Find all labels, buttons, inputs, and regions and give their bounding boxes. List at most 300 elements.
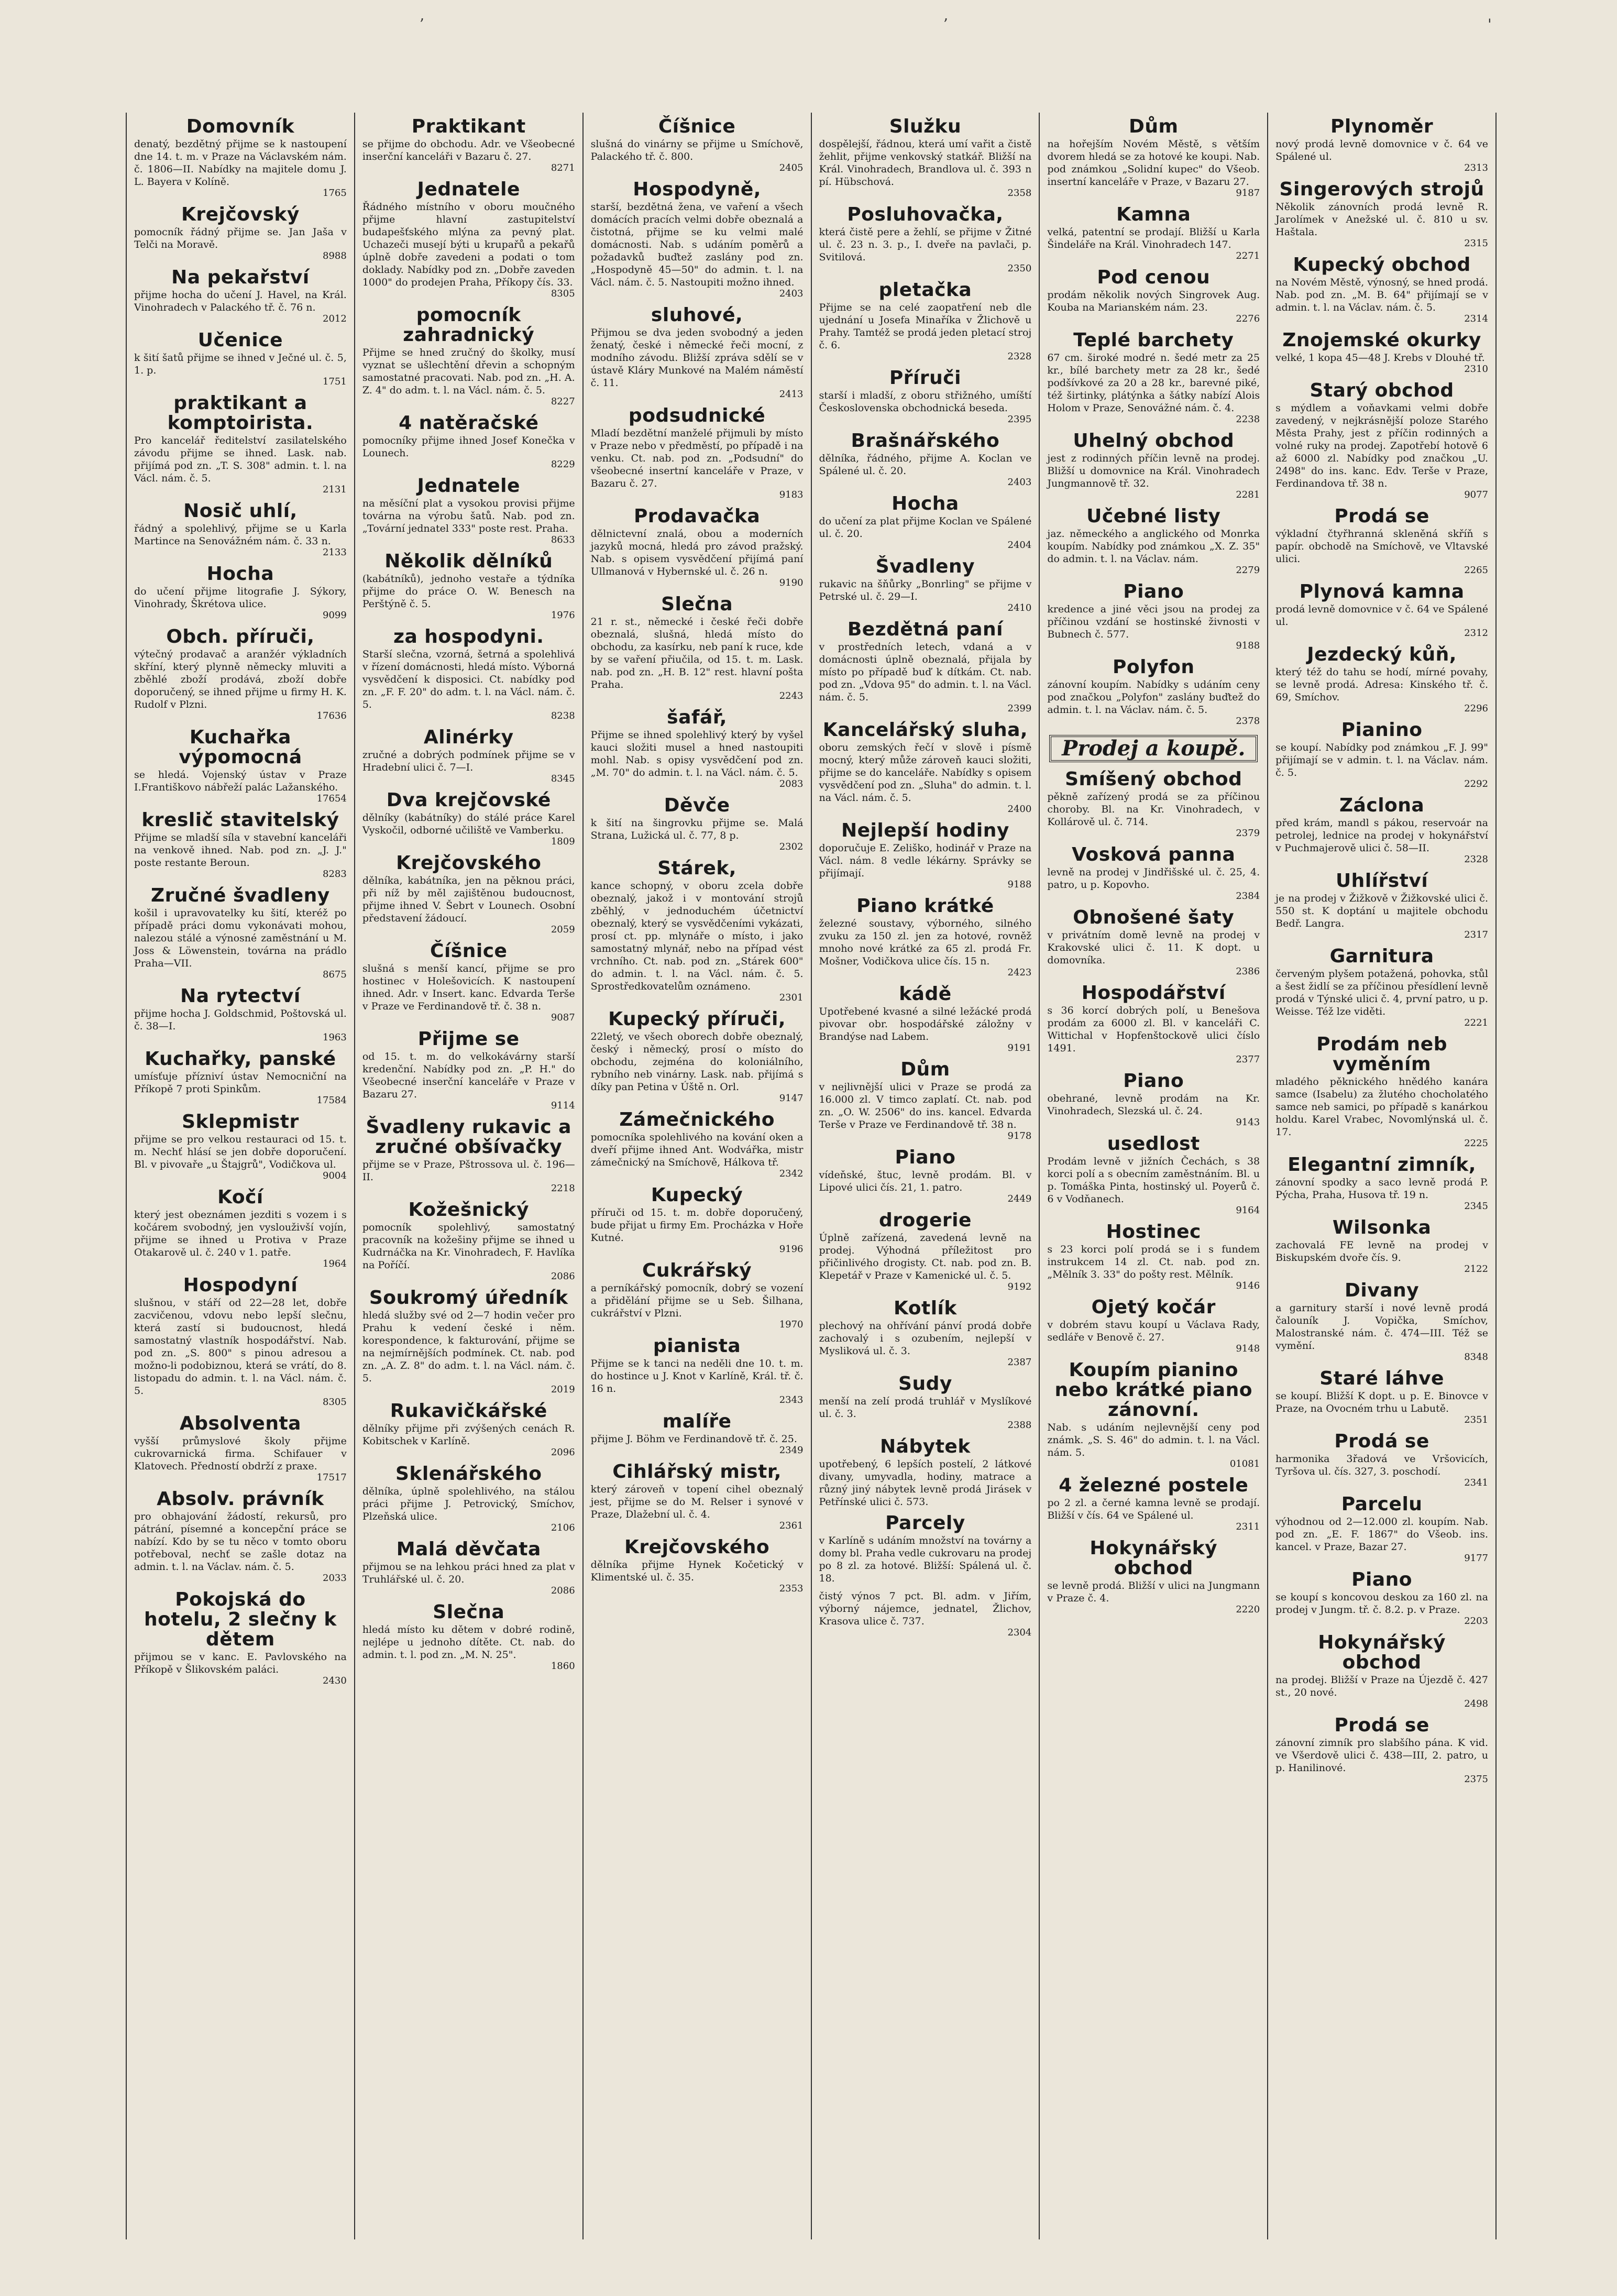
classified-ad xyxy=(591,1185,804,1256)
ad-heading: Jezdecký kůň, xyxy=(1307,644,1457,665)
ad-body: zánovní koupím. Nabídky s udáním ceny pod značkou „Polyfon" zaslány buďtež do admin. t. l. na Václav. nám. č. 5. xyxy=(1047,679,1260,716)
ad-heading: Brašnářského xyxy=(851,430,1000,452)
ad-heading: Sudy xyxy=(898,1373,952,1394)
ad-heading: Prodám neb vyměním xyxy=(1316,1034,1447,1075)
ad-body: pomocníky přijme ihned Josef Konečka v Lounech. xyxy=(362,435,575,459)
ad-body: Starší slečna, vzorná, šetrná a spolehlivá v řízení domácnosti, hledá místo. Výborná vysvědčení k disposici. Ct. nabídky pod zn. „F. F. 20" do adm. t. l. na Václ. nám. č. 5. xyxy=(362,649,575,710)
classified-ad xyxy=(1275,117,1488,174)
ad-body: na prodej. Bližší v Praze na Újezdě č. 427 st., 20 nové. xyxy=(1275,1674,1488,1698)
ad-heading: Starý obchod xyxy=(1310,380,1454,401)
ad-body: pomocníka spolehlivého na kování oken a dveří přijme ihned Ant. Wodvářka, mistr zámečnický na Smíchově, Hálkova tř. xyxy=(590,1131,804,1168)
ad-heading: Smíšený obchod xyxy=(1065,768,1242,790)
ad-body: se levně prodá. Bližší v ulici na Jungmann v Praze č. 4. xyxy=(1047,1580,1260,1604)
classified-ad xyxy=(819,494,1032,552)
ad-number: 9143 xyxy=(1236,1117,1260,1128)
classified-ad xyxy=(134,1590,347,1687)
ad-number: 9099 xyxy=(323,610,347,621)
classified-ad xyxy=(362,1540,575,1597)
ad-heading: Nejlepší hodiny xyxy=(841,820,1009,841)
ad-number: 8238 xyxy=(551,710,575,721)
ad-body: vyšší průmyslové školy přijme cukrovarnická firma. Schifauer v Klatovech. Předností obdrží z praxe. xyxy=(134,1435,347,1472)
classified-ad xyxy=(362,1602,575,1673)
ad-body: k šití na šingrovku přijme se. Malá Strana, Lužická ul. č. 77, 8 p. xyxy=(590,817,804,841)
ad-body: Přijme se na celé zaopatření neb dle ujednání u Josefa Minaříka v Žlichově u Prahy. Tamtéž se prodá jeden pletací stroj č. 6. xyxy=(819,302,1032,351)
ad-number: 8988 xyxy=(323,250,347,261)
ad-number: 17636 xyxy=(316,710,347,721)
ad-number: 2349 xyxy=(779,1445,804,1456)
ad-number: 8305 xyxy=(323,1397,347,1408)
ad-number: 2314 xyxy=(1464,313,1488,324)
classified-ad xyxy=(819,280,1032,363)
ad-heading: Hospodyní xyxy=(183,1275,298,1296)
classified-ad xyxy=(134,393,347,496)
ad-body: přijme se v Praze, Pštrossova ul. č. 196—II. xyxy=(362,1159,575,1183)
classified-ad xyxy=(362,305,575,408)
classified-ad xyxy=(134,1276,347,1409)
ad-body: k šití šatů přijme se ihned v Ječné ul. č. 5, 1. p. xyxy=(134,352,347,376)
ad-number: 9177 xyxy=(1464,1553,1488,1564)
ad-body: rukavic na šňůrky „Bonrling" se přijme v Petrské ul. č. 29—I. xyxy=(819,578,1032,602)
ad-body: dospělejší, řádnou, která umí vařit a čistě žehlit, přijme venkovský statkář. Bližší na Král. Vinohradech, Brandlova ul. č. 393 n pí. Hübschová. xyxy=(819,138,1032,188)
ad-body: přijme J. Böhm ve Ferdinandově tř. č. 25. xyxy=(590,1433,797,1445)
ad-number: 2386 xyxy=(1236,966,1260,977)
ad-body: příruči od 15. t. m. dobře doporučený, bude přijat u firmy Em. Procházka v Hoře Kutné. xyxy=(590,1207,804,1244)
ad-body: čistý výnos 7 pct. Bl. adm. v Jiřím, výborný nájemce, jednatel, Žlichov, Krasova ulice č. 737. xyxy=(819,1590,1032,1627)
ad-body: dělnictevní znalá, obou a moderních jazyků mocná, hledá pro závod pražský. Nab. s opisem vysvědčení přijímá paní Ullmanová v Hybernské ul. č. 26 n. xyxy=(590,528,804,577)
ad-body: s 36 korcí dobrých polí, u Benešova prodám za 6000 zl. Bl. v kanceláři C. Wittichal v Hopfenštockově ulici číslo 1491. xyxy=(1047,1005,1260,1054)
ad-number: 2315 xyxy=(1464,238,1488,249)
ad-body: pro obhajování žádostí, rekursů, pro pátrání, písemné a koncepční práce se nabízí. Kdo by se tu něco v tomto oboru potřeboval, nechť se zašle dotaz na admin. t. l. na Václav. nám. č. 5. xyxy=(134,1511,347,1573)
ad-body: Přijme se k tanci na neděli dne 10. t. m. do hostince u J. Knot v Karlíně, Král. tř. č. 16 n. xyxy=(590,1358,804,1394)
classified-ad xyxy=(819,984,1032,1054)
ad-body: železné soustavy, výborného, silného zvuku za 150 zl. jen za hotové, rovněž mnoho nové krátké za 65 zl. prodá Fr. Mošner, Vodičkova ulice čís. 15 n. xyxy=(819,918,1032,967)
ad-body: v Karlíně s udáním množství na továrny a domy bl. Praha vedle cukrovaru na prodej po 8 zl. za hotové. Bližší: Spálená ul. č. 18. xyxy=(819,1535,1032,1584)
classified-ad xyxy=(362,413,575,471)
ad-heading: Zámečnického xyxy=(619,1109,775,1130)
ad-body: s 23 korci polí prodá se i s fundem instrukcem 14 zl. Ct. nab. pod zn. „Mělník 3. 33" do pošty rest. Mělník. xyxy=(1047,1244,1260,1280)
ad-heading: Švadleny xyxy=(875,556,975,577)
ad-body: která čistě pere a žehlí, se přijme v Žitné ul. č. 23 n. 3. p., I. dveře na pavlači, p. Svitilová. xyxy=(819,226,1032,263)
ad-number: 2281 xyxy=(1236,489,1260,500)
ad-heading: Pokojská do hotelu, 2 slečny k dětem xyxy=(144,1589,337,1650)
ad-number: 2400 xyxy=(1007,804,1032,815)
classified-ad xyxy=(362,1029,575,1112)
ad-number: 2350 xyxy=(1007,263,1032,274)
ad-body: v nejlivnější ulici v Praze se prodá za 16.000 zl. V timco zaplatí. Ct. nab. pod zn. „O. W. 2506" do ins. kancel. Edvarda Terše v Praze ve Ferdinandově tř. 38 n. xyxy=(819,1081,1032,1130)
ad-number: 1964 xyxy=(323,1258,347,1269)
ad-body: Mladí bezdětní manželé přijmuli by místo v Praze nebo v předměstí, po případě i na venku. Ct. nab. pod zn. „Podsudní" do všeobecné insertní kanceláře v Praze, v Bazaru č. 27. xyxy=(590,427,804,489)
classified-ad xyxy=(819,720,1032,816)
ad-number: 2302 xyxy=(779,841,804,852)
classified-ad xyxy=(134,564,347,622)
classified-ad xyxy=(819,1374,1032,1432)
ad-body: Úplně zařízená, zavedená levně na prodej. Výhodná příležitost pro přičinlivého drogisty. Ct. nab. pod zn. B. Klepetář v Praze v Kamenické ul. č. 5. xyxy=(819,1232,1032,1281)
ad-body: dělníky přijme při zvýšených cenách R. Kobitschek v Karlíně. xyxy=(362,1423,575,1447)
ad-heading: Sklenářského xyxy=(395,1463,542,1485)
ad-body: se hledá. Vojenský ústav v Praze I.Františkovo nábřeží palác Lažanského. xyxy=(134,769,347,793)
ad-heading: Na pekařství xyxy=(171,267,310,288)
ad-heading: Zručné švadleny xyxy=(151,885,330,906)
ad-body: na hořejším Novém Městě, s větším dvorem hledá se za hotové ke koupi. Nab. pod známkou „Solidní kupec" do Všeob. insertní kanceláře v Praze, v Bazaru 27. xyxy=(1047,138,1260,188)
classified-ad xyxy=(819,1513,1032,1585)
ad-heading: Ojetý kočár xyxy=(1091,1297,1216,1318)
ad-body: nový prodá levně domovnice v č. 64 ve Spálené ul. xyxy=(1275,138,1488,162)
ad-number: 2395 xyxy=(1007,414,1032,425)
ad-body: kredence a jiné věci jsou na prodej za příčinou vzdání se hostinské živnosti v Bubnech č. 577. xyxy=(1047,603,1260,640)
ad-heading: Vosková panna xyxy=(1072,844,1236,865)
ad-heading: Piano xyxy=(1351,1569,1413,1590)
ad-number: 2238 xyxy=(1236,414,1260,425)
ad-body: řádný a spolehlivý, přijme se u Karla Martince na Senovážném nám. č. 33 n. xyxy=(134,523,347,547)
ad-number: 8633 xyxy=(551,534,575,545)
ad-heading: Piano xyxy=(1123,1070,1184,1092)
ad-heading: pletačka xyxy=(878,279,972,301)
ad-body: Nab. s udáním nejlevnější ceny pod známk. „S. S. 46" do admin. t. l. na Václ. nám. 5. xyxy=(1047,1422,1260,1458)
classified-ad xyxy=(1047,1298,1260,1355)
ad-heading: Záclona xyxy=(1339,795,1425,816)
classified-ad xyxy=(819,117,1032,200)
ad-body: plechový na ohřívání pánví prodá dobře zachovalý i s ozubením, nejlepší v Mysliková ul. č. 3. xyxy=(819,1320,1032,1357)
ad-number: 2317 xyxy=(1464,929,1488,940)
ad-body: slušnou, v stáří od 22—28 let, dobře zacvičenou, vdovu nebo lepší slečnu, která zastí si budoucnost, hledá samostatný vlastník hospodářství. Nab. pod zn. „S. 800" s pinou adresou a možno-li podobiznou, která se vrátí, do 8. listopadu do admin. t. l. na Václ. nám. č. 5. xyxy=(134,1297,347,1397)
ad-number: 2304 xyxy=(1007,1627,1032,1638)
ad-number: 8345 xyxy=(551,773,575,784)
ad-heading: pianista xyxy=(653,1335,741,1357)
ad-heading: Singerových strojů xyxy=(1279,179,1484,200)
classified-ad xyxy=(591,1537,804,1595)
ad-number: 2341 xyxy=(1464,1477,1488,1488)
ad-number: 2413 xyxy=(779,389,804,400)
ad-heading: kreslič stavitelský xyxy=(141,809,339,831)
classified-ad xyxy=(1047,770,1260,840)
ad-number: 2203 xyxy=(1464,1616,1488,1627)
ad-heading: pomocník zahradnický xyxy=(403,304,535,346)
classified-ad xyxy=(1275,381,1488,501)
ad-body: od 15. t. m. do velkokávárny starší kredenční. Nabídky pod zn. „P. H." do Všeobecné inserční kanceláře v Praze v Bazaru 27. xyxy=(362,1051,575,1100)
ad-body: jest z rodinných příčin levně na prodej. Bližší u domovnice na Král. Vinohradech Jungmannově tř. 32. xyxy=(1047,453,1260,489)
ad-number: 2343 xyxy=(779,1394,804,1405)
ad-number: 2106 xyxy=(551,1522,575,1533)
ad-number: 1976 xyxy=(551,610,575,621)
ad-number: 2243 xyxy=(779,690,804,701)
classified-ad xyxy=(591,1009,804,1105)
classified-ad xyxy=(134,331,347,388)
ad-body: umísťuje přízniví ústav Nemocniční na Příkopě 7 proti Spinkům. xyxy=(134,1071,347,1095)
ad-heading: Hokynářský obchod xyxy=(1090,1537,1218,1579)
ad-number: 2019 xyxy=(551,1384,575,1395)
classified-ad xyxy=(134,1489,347,1585)
ad-body: pomocník spolehlivý, samostatný pracovník na kožešiny přijme se ihned u Kudrnáčka na Kr. Vinohradech, F. Havlíka na Poříčí. xyxy=(362,1222,575,1271)
ad-number: 9148 xyxy=(1236,1343,1260,1354)
ad-body: zánovní spodky a saco levně prodá P. Pýcha, Praha, Husova tř. 19 n. xyxy=(1275,1177,1488,1201)
classified-ad xyxy=(362,627,575,722)
column-2 xyxy=(355,113,584,2239)
ad-number: 8271 xyxy=(551,162,575,173)
classified-ad xyxy=(1275,796,1488,866)
ad-heading: Dům xyxy=(1128,116,1179,137)
classified-ad xyxy=(819,1437,1032,1508)
column-3 xyxy=(584,113,812,2239)
ad-number: 2353 xyxy=(779,1583,804,1594)
ad-heading: Absolv. právník xyxy=(157,1488,324,1510)
ad-number: 2410 xyxy=(1007,602,1032,613)
top-mark: ʼ xyxy=(943,16,948,33)
classified-ad xyxy=(1047,1539,1260,1616)
ad-body: 67 cm. široké modré n. šedé metr za 25 kr., bílé barchety metr za 28 kr., šedé podšívkové za 20 a 28 kr., barevné piké, též širtinky, plátýnka a šátky nabízí Alois Holom v Praze, Senovážné nám. č. 4. xyxy=(1047,352,1260,414)
ad-body: dělníka přijme Hynek Kočetický v Klimentské ul. č. 35. xyxy=(590,1559,804,1583)
classified-ad xyxy=(134,627,347,722)
ad-number: 2358 xyxy=(1007,188,1032,199)
ad-number: 2271 xyxy=(1236,250,1260,261)
ad-heading: Hokynářský obchod xyxy=(1318,1632,1446,1673)
classified-ad xyxy=(362,1401,575,1459)
ad-body: přijme se pro velkou restauraci od 15. t. m. Nechť hlásí se jen dobře doporučení. Bl. v pivovaře „u Štajgrů", Vodičkova ul. xyxy=(134,1134,347,1170)
classified-ad xyxy=(134,886,347,981)
ad-number: 9188 xyxy=(1236,640,1260,651)
ad-heading: Bezdětná paní xyxy=(847,619,1004,640)
ad-number: 2279 xyxy=(1236,565,1260,576)
classified-ad xyxy=(591,1336,804,1407)
classified-ad xyxy=(819,1060,1032,1142)
classified-ad xyxy=(1047,205,1260,262)
classified-ad xyxy=(819,821,1032,891)
ad-heading: Pianino xyxy=(1341,719,1423,741)
ad-heading: Sklepmistr xyxy=(182,1111,299,1133)
classified-ad xyxy=(819,205,1032,275)
classified-ad xyxy=(819,368,1032,426)
classified-ad xyxy=(1275,331,1488,376)
ad-body: oboru zemských řečí v slově i písmě mocný, který může zároveň kauci složiti, přijme se do kanceláře. Nabídky s opisem vysvědčení pod zn. „Sluha" do admin. t. l. na Václ. nám. č. 5. xyxy=(819,742,1032,804)
column-6 xyxy=(1268,113,1497,2239)
ad-number: 9087 xyxy=(551,1012,575,1023)
classified-ad xyxy=(1275,1218,1488,1276)
ad-heading: drogerie xyxy=(878,1210,972,1231)
ad-heading: Děvče xyxy=(664,795,730,816)
ad-number: 8227 xyxy=(551,396,575,407)
classified-ad xyxy=(362,1288,575,1396)
ad-number: 9004 xyxy=(323,1170,347,1181)
classified-ad xyxy=(134,728,347,805)
ad-number: 2133 xyxy=(323,547,347,558)
classified-ad xyxy=(1047,117,1260,200)
ad-body: jaz. německého a anglického od Monrka koupím. Nabídky pod známkou „X. Z. 35" do admin. t. l. na Václav. nám. xyxy=(1047,528,1260,565)
ad-number: 17517 xyxy=(316,1472,347,1483)
ad-body: výtečný prodavač a aranžér výkladních skříní, který plynně německy mluviti a zběhlé zboží prodává, zboží dobře doporučený, se ihned přijme u firmy H. K. Rudolf v Plzni. xyxy=(134,649,347,710)
ad-heading: Kotlík xyxy=(894,1298,957,1319)
ad-body: starší i mladší, z oboru střižného, umíští Československa obchodnická beseda. xyxy=(819,390,1032,414)
classified-ad xyxy=(1047,1360,1260,1470)
ad-number: 9178 xyxy=(1007,1130,1032,1141)
classified-ad xyxy=(591,180,804,300)
ad-number: 2218 xyxy=(551,1183,575,1194)
classified-ad xyxy=(362,117,575,174)
ad-heading: Učebné listy xyxy=(1086,506,1221,527)
classified-ad xyxy=(1047,845,1260,903)
ad-number: 1809 xyxy=(551,836,575,847)
classified-ad xyxy=(1047,983,1260,1066)
ad-body: Přijme se hned zručný do školky, musí vyznat se ušlechtění dřevin a schopným samostatné pracovati. Nab. pod zn. „H. A. Z. 4" do adm. t. l. na Václ. nám. č. 5. xyxy=(362,347,575,396)
classified-ad xyxy=(819,1148,1032,1205)
classified-ad xyxy=(134,1188,347,1270)
ad-heading: Znojemské okurky xyxy=(1282,329,1481,351)
classified-ad xyxy=(591,305,804,401)
top-mark: ' xyxy=(1488,16,1492,33)
ad-number: 9188 xyxy=(1007,879,1032,890)
ad-number: 2403 xyxy=(1007,477,1032,488)
ad-heading: Prodá se xyxy=(1334,1715,1429,1736)
ad-number: 2086 xyxy=(551,1585,575,1596)
ad-heading: Příruči xyxy=(889,367,961,389)
ad-heading: Parcely xyxy=(885,1512,965,1534)
ad-body: Přijmou se dva jeden svobodný a jeden ženatý, české i německé řeči mocní, z modního závodu. Bližší zpráva sdělí se v ústavě Kláry Munkové na Malém náměstí č. 11. xyxy=(590,327,804,389)
ad-heading: Teplé barchety xyxy=(1073,329,1234,351)
ad-body: hledá služby své od 2—7 hodin večer pro Prahu k vedení české i něm. korespondence, k fakturování, přijme se na nejmírnějších podmínek. Ct. nab. pod zn. „A. Z. 8" do adm. t. l. na Václ. nám. č. 5. xyxy=(362,1310,575,1384)
ad-number: 2399 xyxy=(1007,703,1032,714)
ad-heading: Hospodyně, xyxy=(633,179,761,200)
ad-body: doporučuje E. Zeliško, hodinář v Praze na Václ. nám. 8 vedle lékárny. Správky se přijímají. xyxy=(819,842,1032,879)
ad-heading: Hocha xyxy=(892,493,959,514)
classified-ad xyxy=(1047,908,1260,978)
ad-number: 2378 xyxy=(1236,716,1260,727)
classified-ad xyxy=(1275,871,1488,941)
ad-body: 22letý, ve všech oborech dobře obeznalý, český i německý, prosí o místo do obchodu, zejména do koloniálního, rybního neb vinárny. Lask. nab. přijímá s díky pan Petina v Úště n. Orl. xyxy=(590,1031,804,1093)
ad-number: 2012 xyxy=(323,313,347,324)
ad-heading: Služku xyxy=(889,116,962,137)
classified-ad xyxy=(1275,1633,1488,1710)
ad-heading: Rukavičkářské xyxy=(390,1400,547,1422)
classified-ad xyxy=(591,796,804,853)
ad-body: Prodám levně v jižních Čechách, s 38 korci polí a s obecním zaměstnáním. Bl. u p. Tomáška Pinta, hostinský ul. Poyerů č. 6 v Vodňanech. xyxy=(1047,1156,1260,1205)
ad-number: 9191 xyxy=(1007,1042,1032,1053)
ad-body: upotřebený, 6 lepších postelí, 2 látkové divany, umyvadla, hodiny, matrace a různý jiný nábytek levně prodá Jirásek v Petřínské ulici č. 573. xyxy=(819,1458,1032,1508)
ad-body: a garnitury starší i nové levně prodá čalouník J. Vopička, Smíchov, Malostranské nám. č. 474—III. Též se vymění. xyxy=(1275,1302,1488,1352)
ad-number: 8283 xyxy=(323,869,347,880)
ad-number: 8348 xyxy=(1464,1352,1488,1363)
ad-number: 1751 xyxy=(323,376,347,387)
classified-ad xyxy=(362,1117,575,1195)
ad-number: 9114 xyxy=(551,1100,575,1111)
ad-body: do učení přijme litografie J. Sýkory, Vinohrady, Škrétova ulice. xyxy=(134,586,347,610)
ad-heading: Kočí xyxy=(217,1187,263,1208)
ad-number: 8229 xyxy=(551,459,575,470)
classified-ad xyxy=(819,557,1032,614)
classified-ad xyxy=(819,431,1032,489)
ad-heading: Cukrářský xyxy=(642,1260,752,1281)
ad-heading: Divany xyxy=(1345,1280,1420,1301)
ad-heading: Pod cenou xyxy=(1097,267,1211,288)
ad-body: kance schopný, v oboru zcela dobře obeznalý, jakož i v montování strojů zběhlý, v jednoduchém účetnictví obeznalý, který se vysvědčeními vykázati, prosí ct. pp. mlynáře o místo, i jako samostatný mlynář, nebo na případ vést vrchního. Ct. nab. pod zn. „Stárek 600" do admin. t. l. na Václ. nám. č. 5. Sprostředkovatelům oznámeno. xyxy=(590,880,804,992)
classified-ad xyxy=(362,941,575,1024)
ad-body: přijmou se v kanc. E. Pavlovského na Příkopě v Šlikovském paláci. xyxy=(134,1651,347,1675)
classified-ad xyxy=(1047,657,1260,728)
ad-heading: 4 natěračské xyxy=(399,412,539,434)
ad-heading: Číšnice xyxy=(658,116,736,137)
classified-ad xyxy=(134,1414,347,1484)
ad-body: v dobrém stavu koupí u Václava Rady, sedláře v Benově č. 27. xyxy=(1047,1319,1260,1343)
ad-number: 2221 xyxy=(1464,1017,1488,1028)
column-5 xyxy=(1040,113,1268,2239)
ad-body: po 2 zl. a černé kamna levně se prodají. Bližší v čís. 64 ve Spálené ul. xyxy=(1047,1497,1260,1521)
ad-number: 2375 xyxy=(1464,1774,1488,1785)
ad-number: 9190 xyxy=(779,577,804,588)
classified-ad xyxy=(1047,1476,1260,1533)
ad-number: 2086 xyxy=(551,1271,575,1282)
ad-number: 2220 xyxy=(1236,1604,1260,1615)
ad-body: Několik zánovních prodá levně R. Jarolímek v Anežské ul. č. 810 u sv. Haštala. xyxy=(1275,201,1488,238)
ad-number: 2388 xyxy=(1007,1420,1032,1431)
ad-heading: za hospodyni. xyxy=(393,626,544,647)
ad-heading: Číšnice xyxy=(430,940,508,962)
ad-body: před krám, mandl s pákou, reservoár na petrolej, lednice na prodej v hokynářství v Puchmajerově ulici č. 58—II. xyxy=(1275,817,1488,854)
ad-body: je na prodej v Žižkově v Žižkovské ulici č. 550 st. K doptání u majitele obchodu Bedř. Langra. xyxy=(1275,893,1488,929)
ad-number: 2345 xyxy=(1464,1201,1488,1212)
ad-number: 17654 xyxy=(316,793,347,804)
classified-ad xyxy=(134,501,347,559)
ad-number: 2225 xyxy=(1464,1138,1488,1149)
ad-number: 2310 xyxy=(1464,364,1488,375)
ad-body: dělníka, kabátníka, jen na pěknou práci, při níž by měl zajištěnou budoucnost, přijme ihned V. Šebrt v Lounech. Osobní představení žádoucí. xyxy=(362,875,575,924)
ad-body: Přijme se mladší síla v stavební kanceláři na venkově ihned. Nab. pod zn. „J. J." poste restante Beroun. xyxy=(134,832,347,869)
ad-number: 9187 xyxy=(1236,188,1260,199)
ad-heading: usedlost xyxy=(1107,1133,1200,1155)
ad-number: 9192 xyxy=(1007,1281,1032,1292)
classified-ad xyxy=(134,268,347,325)
ad-heading: Koupím pianino nebo krátké piano zánovní. xyxy=(1054,1359,1252,1421)
ad-number: 2328 xyxy=(1464,854,1488,865)
classified-ad xyxy=(1047,507,1260,577)
classified-ad xyxy=(1047,1071,1260,1129)
ad-heading: Prodavačka xyxy=(633,506,761,527)
ad-heading: Kupecký příruči, xyxy=(608,1008,786,1030)
ad-heading: Jednatele xyxy=(417,475,520,497)
ad-number: 8305 xyxy=(551,288,575,299)
classified-ad xyxy=(1275,645,1488,715)
classified-ad xyxy=(1275,1570,1488,1628)
ad-number: 2449 xyxy=(1007,1193,1032,1204)
ad-number: 2083 xyxy=(779,778,804,789)
ad-body: výkladní čtyřhranná skleněná skříň s papír. obchodě na Smíchově, ve Vltavské ulici. xyxy=(1275,528,1488,565)
ad-heading: Dva krejčovské xyxy=(386,789,551,811)
classified-ad xyxy=(1275,1432,1488,1489)
classified-ad xyxy=(1275,1035,1488,1150)
classified-ad xyxy=(819,620,1032,715)
ad-body: starší, bezdětná žena, ve vaření a všech domácích pracích velmi dobře obeznalá a čistotná, přijme se ku velmi malé domácnosti. Nab. s udáním poměrů a požadavků buďtež zaslány pod zn. „Hospodyně 45—50" do admin. t. l. na Václ. nám. č. 5. Nastoupiti možno ihned. xyxy=(590,201,804,288)
classified-ad xyxy=(1275,720,1488,790)
ad-body: do učení za plat přijme Koclan ve Spálené ul. č. 20. xyxy=(819,515,1032,540)
classified-ad xyxy=(591,117,804,174)
classified-ad xyxy=(362,1464,575,1534)
ad-heading: Hospodářství xyxy=(1081,982,1226,1004)
ad-body: se koupí s koncovou deskou za 160 zl. na prodej v Jungm. tř. č. 8.2. p. v Praze. xyxy=(1275,1591,1488,1616)
ad-number: 1765 xyxy=(323,188,347,199)
ad-heading: Kuchařka výpomocná xyxy=(179,727,302,768)
ad-body: velká, patentní se prodají. Bližší u Karla Šindeláře na Král. Vinohradech 147. xyxy=(1047,226,1260,250)
ad-number: 1860 xyxy=(551,1661,575,1672)
ad-heading: Na rytectví xyxy=(180,985,301,1007)
ad-heading: Nábytek xyxy=(880,1436,971,1457)
classified-ad xyxy=(591,406,804,501)
classified-ad xyxy=(591,1462,804,1532)
ad-number: 17584 xyxy=(316,1095,347,1106)
ad-number: 2328 xyxy=(1007,351,1032,362)
ad-number: 2351 xyxy=(1464,1414,1488,1425)
ad-heading: Kamna xyxy=(1116,204,1191,225)
column-4 xyxy=(812,113,1040,2239)
ad-body: obehrané, levně prodám na Kr. Vinohradech, Slezská ul. č. 24. xyxy=(1047,1093,1260,1117)
ad-number: 1963 xyxy=(323,1032,347,1043)
ad-heading: Stárek, xyxy=(657,858,736,879)
classified-ad xyxy=(591,708,804,790)
